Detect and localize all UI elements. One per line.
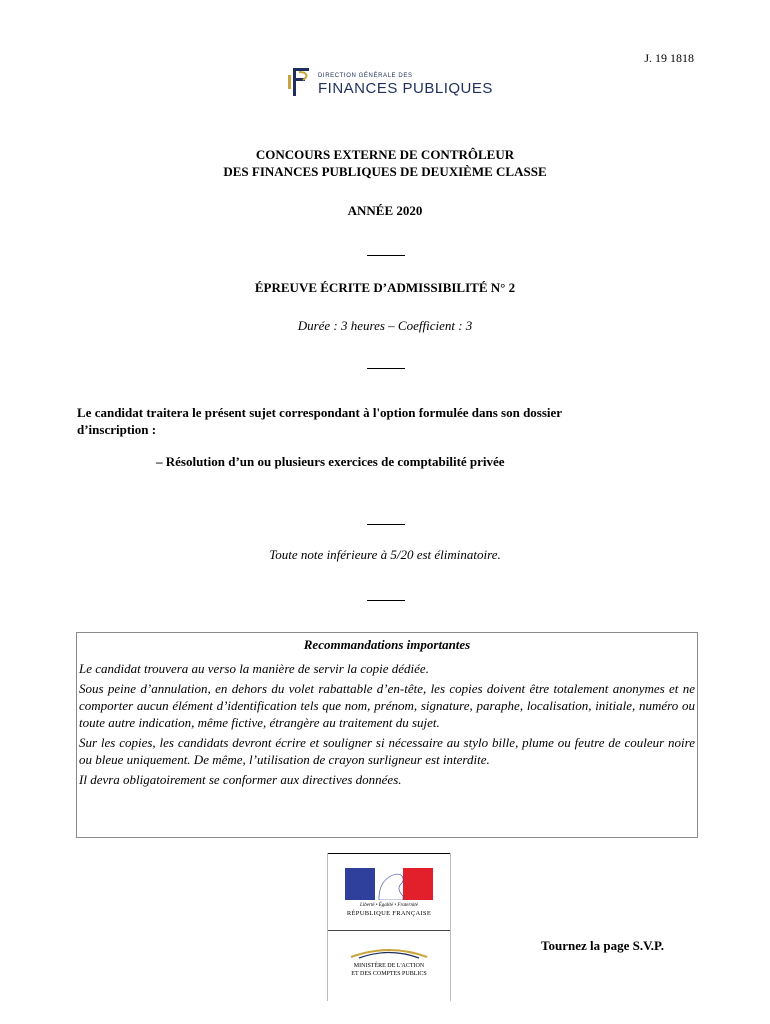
dgfip-logo [287,66,497,100]
instruction-line1: Le candidat traitera le présent sujet correspondant à l'option formulée dans son dossier [77,405,563,420]
logo-subtitle: DIRECTION GÉNÉRALE DES [318,73,413,79]
dgfip-emblem-icon [287,66,313,98]
logo-title: FINANCES PUBLIQUES [318,80,493,97]
ministry-arc-icon [349,945,429,959]
separator-rule [367,524,405,525]
recommendations-box [76,632,698,838]
instruction-line2: d’inscription : [77,422,157,437]
marianne-flag-icon [345,868,433,900]
document-reference: J. 19 1818 [644,51,694,65]
exam-year: ANNÉE 2020 [347,203,423,218]
recommendation-paragraph: Sur les copies, les candidats devront écrire et souligner si nécessaire au stylo bille, plume ou feutre de couleur noire ou bleue uniquement. De même, l’utilisation de crayon surligneur est interdite. [79,735,695,767]
recommendation-paragraph: Sous peine d’annulation, en dehors du volet rabattable d’en-tête, les copies doivent être totalement anonymes et ne comporter aucun élément d’identification tels que nom, prénom, signature, paraphe, localisation, initiale, numéro ou toute autre indication, même fictive, étrangère au traitement du sujet. [79,681,695,730]
exam-option: – Résolution d’un ou plusieurs exercices de comptabilité privée [156,454,505,469]
duration-text: Durée : 3 heures – Coefficient : 3 [297,318,473,333]
epreuve-title: ÉPREUVE ÉCRITE D’ADMISSIBILITÉ N° 2 [254,280,516,295]
ministry-line2: ET DES COMPTES PUBLICS [351,971,427,977]
separator-rule [367,255,405,256]
seal-divider [328,930,450,931]
recommendations-title: Recommandations importantes [303,637,471,652]
turn-page-note: Tournez la page S.V.P. [541,938,665,953]
eliminatory-note: Toute note inférieure à 5/20 est éliminatoire. [269,547,501,562]
exam-title-line2: DES FINANCES PUBLIQUES DE DEUXIÈME CLASSE [223,164,547,179]
recommendation-paragraph: Le candidat trouvera au verso la manière de servir la copie dédiée. [79,661,429,676]
recommendation-paragraph: Il devra obligatoirement se conformer aux directives données. [79,772,402,787]
separator-rule [367,368,405,369]
seal-republic: RÉPUBLIQUE FRANÇAISE [346,910,432,917]
exam-title-line1: CONCOURS EXTERNE DE CONTRÔLEUR [255,147,515,162]
seal-top-rule [328,853,450,854]
seal-motto: Liberté • Égalité • Fraternité [360,903,418,908]
government-seal [327,853,451,1001]
separator-rule [367,600,405,601]
ministry-line1: MINISTÈRE DE L'ACTION [353,963,425,969]
